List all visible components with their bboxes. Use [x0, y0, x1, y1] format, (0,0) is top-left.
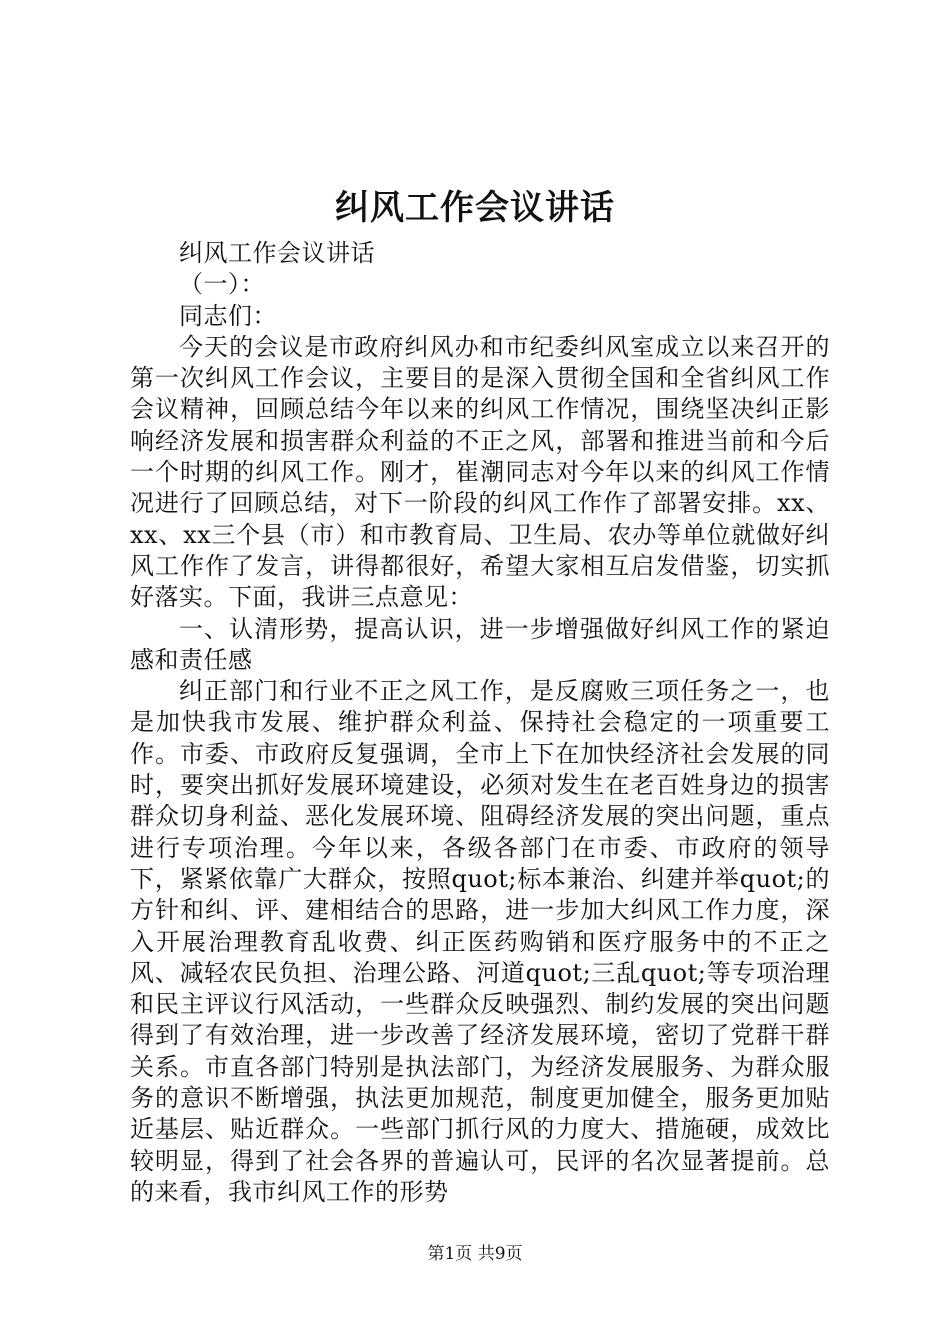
- paragraph-heading-one: 一、认清形势，提高认识，进一步增强做好纠风工作的紧迫感和责任感: [130, 614, 830, 674]
- paragraph-section-marker: （一）：: [179, 270, 265, 299]
- document-title: 纠风工作会议讲话: [335, 188, 615, 228]
- page-footer: 第1页 共9页: [427, 1244, 523, 1264]
- paragraph-opening: 今天的会议是市政府纠风办和市纪委纠风室成立以来召开的第一次纠风工作会议，主要目的是深入贯彻全国和全省纠风工作会议精神，回顾总结今年以来的纠风工作情况，围绕坚决纠正影响经济发展和损害群众利益的不正之风，部署和推进当前和今后一个时期的纠风工作。刚才，崔潮同志对今年以来的纠风工作情况进行了回顾总结，对下一阶段的纠风工作作了部署安排。xx、xx、xx三个县（市）和市教育局、卫生局、农办等单位就做好纠风工作作了发言，讲得都很好，希望大家相互启发借鉴，切实抓好落实。下面，我讲三点意见：: [130, 332, 830, 612]
- paragraph-subtitle: 纠风工作会议讲话: [179, 239, 375, 267]
- paragraph-body: 纠正部门和行业不正之风工作，是反腐败三项任务之一，也是加快我市发展、维护群众利益、保持社会稳定的一项重要工作。市委、市政府反复强调，全市上下在加快经济社会发展的同时，要突出抓好发展环境建设，必须对发生在老百姓身边的损害群众切身利益、恶化发展环境、阻碍经济发展的突出问题，重点进行专项治理。今年以来，各级各部门在市委、市政府的领导下，紧紧依靠广大群众，按照quot;标本兼治、纠建并举quot;的方针和纠、评、建相结合的思路，进一步加大纠风工作力度，深入开展治理教育乱收费、纠正医药购销和医疗服务中的不正之风、减轻农民负担、治理公路、河道quot;三乱quot;等专项治理和民主评议行风活动，一些群众反映强烈、制约发展的突出问题得到了有效治理，进一步改善了经济发展环境，密切了党群干群关系。市直各部门特别是执法部门，为经济发展服务、为群众服务的意识不断增强，执法更加规范，制度更加健全，服务更加贴近基层、贴近群众。一些部门抓行风的力度大、措施硬，成效比较明显，得到了社会各界的普遍认可，民评的名次显著提前。总的来看，我市纠风工作的形势: [130, 677, 830, 1206]
- document-body: [130, 238, 830, 1208]
- paragraph-salutation: 同志们：: [179, 301, 277, 330]
